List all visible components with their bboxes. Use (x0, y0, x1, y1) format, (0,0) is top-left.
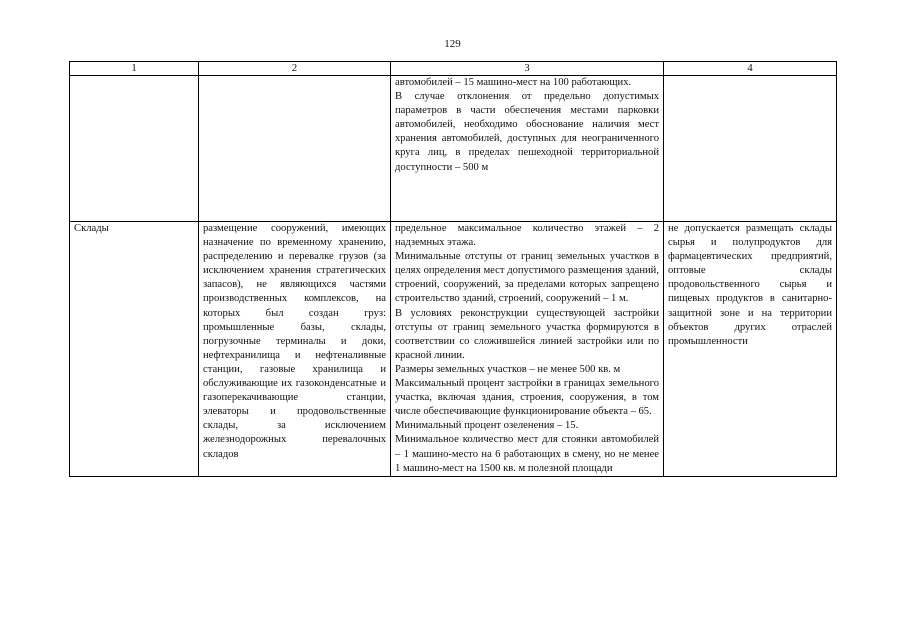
table-row-continuation (70, 76, 837, 222)
parameter-paragraph: Максимальный процент застройки в границах земельного участка, включая здания, строения, сооружения, в том числе обеспечивающие функционирование объекта – 65. (395, 378, 659, 418)
parameter-paragraph: предельное максимальное количество этажей – 2 надземных этажа. (395, 223, 659, 249)
cell-use-name: Склады (70, 222, 199, 477)
column-header-1: 1 (70, 62, 199, 76)
parameter-paragraph: автомобилей – 15 машино-мест на 100 работающих. (395, 77, 632, 88)
cell-use-name (70, 76, 199, 222)
cell-parameters (391, 76, 664, 222)
cell-use-description (199, 76, 391, 222)
page-number: 129 (444, 38, 461, 50)
parameter-paragraph: Минимальное количество мест для стоянки автомобилей – 1 машино-место на 6 работающих в смену, но не менее 1 машино-мест на 1500 кв. м полезной площади (395, 434, 659, 474)
table-header-row (70, 62, 837, 76)
parameter-paragraph: В случае отклонения от предельно допустимых параметров в части обеспечения местами парковки автомобилей, необходимо обоснование наличия мест хранения автомобилей, доступных для неограниченного круга лиц, в пределах пешеходной территориальной доступности – 500 м (395, 91, 659, 173)
parameter-paragraph: Размеры земельных участков – не менее 500 кв. м (395, 363, 621, 375)
column-header-4: 4 (664, 62, 837, 76)
column-header-3: 3 (391, 62, 664, 76)
cell-use-description: размещение сооружений, имеющих назначение по временному хранению, распределению и перевалке грузов (за исключением хранения стратегических запасов), не являющихся частями производственных комплексов, на которых был создан груз: промышленные базы, склады, погрузочные терминалы и доки, нефтехранилища и нефтеналивные станции, газовые хранилища и обслуживающие их газоконденсатные и газоперекачивающие станции, элеваторы и продовольственные склады, за исключением железнодорожных перевалочных складов (199, 222, 391, 477)
cell-restrictions (664, 76, 837, 222)
parameter-paragraph: Минимальный процент озеленения – 15. (395, 420, 579, 432)
table-row-sklady (70, 222, 837, 477)
cell-restrictions: не допускается размещать склады сырья и полупродуктов для фармацевтических предприятий, оптовые склады продовольственного сырья и пищевых продуктов в санитарно-защитной зоне и на территории объектов других отраслей промышленности (664, 222, 837, 477)
regulations-table (69, 61, 837, 477)
column-header-2: 2 (199, 62, 391, 76)
parameter-paragraph: В условиях реконструкции существующей застройки отступы от границ земельного участка формируются в соответствии со сложившейся линией застройки или по красной линии. (395, 307, 659, 361)
cell-parameters (391, 222, 664, 477)
parameter-paragraph: Минимальные отступы от границ земельных участков в целях определения мест допустимого размещения зданий, строений, сооружений, за пределами которых запрещено строительство зданий, строений, сооружений – 1 м. (395, 251, 659, 305)
